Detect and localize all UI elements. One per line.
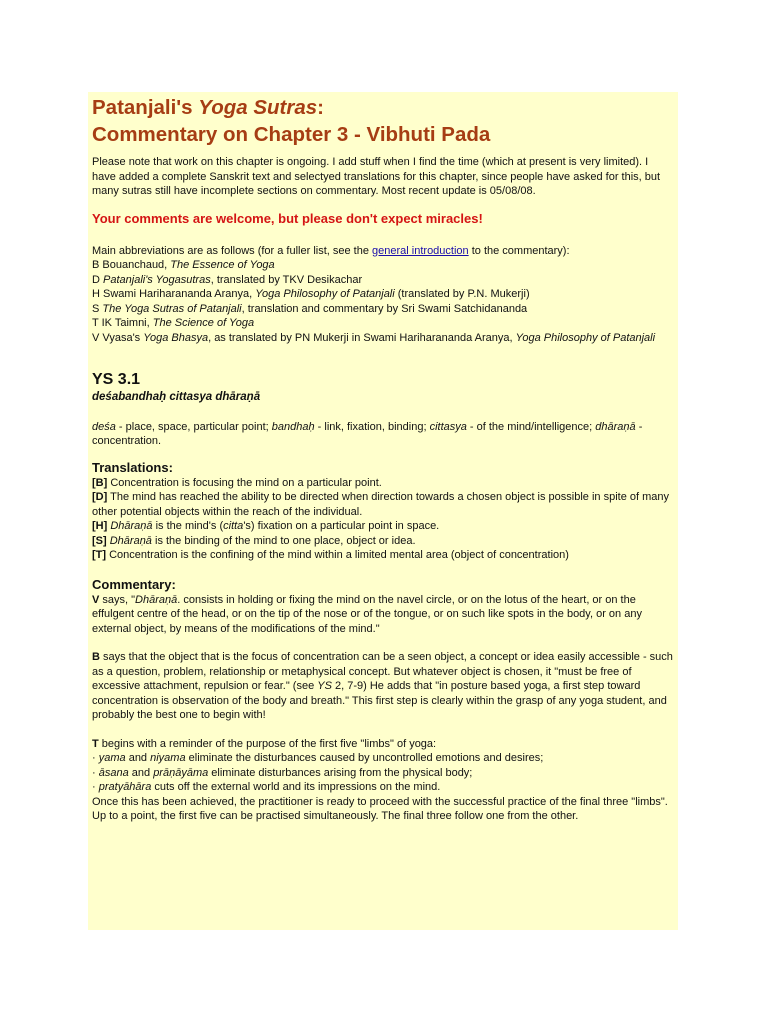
title-colon: :: [317, 96, 324, 119]
sutra-sanskrit: deśabandhaḥ cittasya dhāraṇā: [92, 391, 261, 403]
limb-item-2: · āsana and prāṇāyāma eliminate disturbances arising from the physical body;: [92, 766, 473, 779]
commentary-b: B says that the object that is the focus of concentration can be a seen object, a concept or idea easily accessible - such as a question, problem, relationship or metaphysical concept. But whatever object is chosen, it "must be free of excessive attachment, repulsion or fear." (see YS 2, 7-9) He adds that "in posture based yoga, a first step toward concentration is observation of the body and breath." This first step is clearly within the grasp of any yoga student, and probably the best one to begin with!: [92, 651, 673, 721]
comments-warning: Your comments are welcome, but please don't expect miracles!: [92, 210, 483, 226]
commentary-t: T begins with a reminder of the purpose of the first five "limbs" of yoga: · yama and niyama eliminate the disturbances caused by uncontrolled emotions and desires; · āsana and prāṇāyāma eliminate disturbances arising from the physical body; · pratyāhāra cuts off the external world and its impressions on the mind. Once this has been achieved, the practitioner is ready to proceed with the successful practice of the final three "limbs". Up to a point, the first five can be practised simultaneously. The final three follow one from the other.: [92, 737, 668, 822]
word-gloss: deśa - place, space, particular point; bandhaḥ - link, fixation, binding; cittasya - of the mind/intelligence; dhāraṇā - concentration.: [92, 420, 643, 447]
commentary-heading: Commentary:: [92, 576, 176, 592]
general-introduction-link[interactable]: general introduction: [372, 244, 469, 257]
translations-heading: Translations:: [92, 459, 173, 475]
translation-t: [T] Concentration is the confining of the mind within a limited mental area (object of concentration): [92, 549, 569, 561]
page-title: [92, 92, 674, 148]
limb-item-3: · pratyāhāra cuts off the external world and its impressions on the mind.: [92, 781, 441, 793]
abbr-h: H Swami Hariharananda Aranya, Yoga Philosophy of Patanjali (translated by P.N. Mukerji): [92, 288, 530, 300]
abbr-d: D Patanjali's Yogasutras, translated by TKV Desikachar: [92, 273, 363, 286]
title-chapter: Commentary on Chapter 3 - Vibhuti Pada: [92, 123, 491, 146]
sutra-heading: YS 3.1: [92, 371, 141, 388]
translations-list: [92, 476, 674, 563]
document-page: [88, 92, 678, 930]
abbreviations-list: Main abbreviations are as follows (for a fuller list, see the general introduction to the commentary): B Bouanchaud, The Essence of Yoga D Patanjali's Yogasutras, translated by TKV Desikachar H Swami Hariharananda Aranya, Yoga Philosophy of Patanjali (translated by P.N. Mukerji) S The Yoga Sutras of Patanjali, translation and commentary by Sri Swami Satchidananda T IK Taimni, The Science of Yoga V Vyasa's Yoga Bhasya, as translated by PN Mukerji in Swami Hariharananda Aranya, Yoga Philosophy of Patanjali: [92, 244, 656, 344]
abbr-v: V Vyasa's Yoga Bhasya, as translated by PN Mukerji in Swami Hariharananda Aranya, Yoga Philosophy of Patanjali: [92, 331, 656, 344]
intro-note: Please note that work on this chapter is ongoing. I add stuff when I find the time (which at present is very limited). I have added a complete Sanskrit text and selectyed translations for this chapter, since people have asked for this, but many sutras still have incomplete sections on commentary. Most recent update is 05/08/08.: [92, 156, 661, 197]
title-work: Yoga Sutras: [198, 96, 318, 119]
commentary-v: V says, "Dhāraṇā. consists in holding or fixing the mind on the navel circle, or on the lotus of the heart, or on the effulgent centre of the head, or on the tip of the nose or of the tongue, or on such like spots in the body, or on any external object, by means of the modifications of the mind.": [92, 593, 642, 635]
abbr-t: T IK Taimni, The Science of Yoga: [92, 317, 255, 329]
abbr-s: S The Yoga Sutras of Patanjali, translation and commentary by Sri Swami Satchidananda: [92, 302, 528, 315]
commentary-t-outro: Once this has been achieved, the practitioner is ready to proceed with the successful practice of the final three "limbs". Up to a point, the first five can be practised simultaneously. The final three follow one from the other.: [92, 795, 668, 822]
translation-h: [H] Dhāraṇā is the mind's (citta's) fixation on a particular point in space.: [92, 520, 440, 532]
translation-s: [S] Dhāraṇā is the binding of the mind to one place, object or idea.: [92, 534, 416, 547]
translation-d: [D] The mind has reached the ability to be directed when direction towards a chosen object is possible in spite of many other potential objects within the reach of the individual.: [92, 491, 670, 518]
title-author: Patanjali's: [92, 96, 199, 119]
abbr-b: B Bouanchaud, The Essence of Yoga: [92, 259, 275, 271]
limb-item-1: · yama and niyama eliminate the disturbances caused by uncontrolled emotions and desires;: [92, 752, 544, 764]
translation-b: [B] Concentration is focusing the mind on a particular point.: [92, 476, 382, 489]
